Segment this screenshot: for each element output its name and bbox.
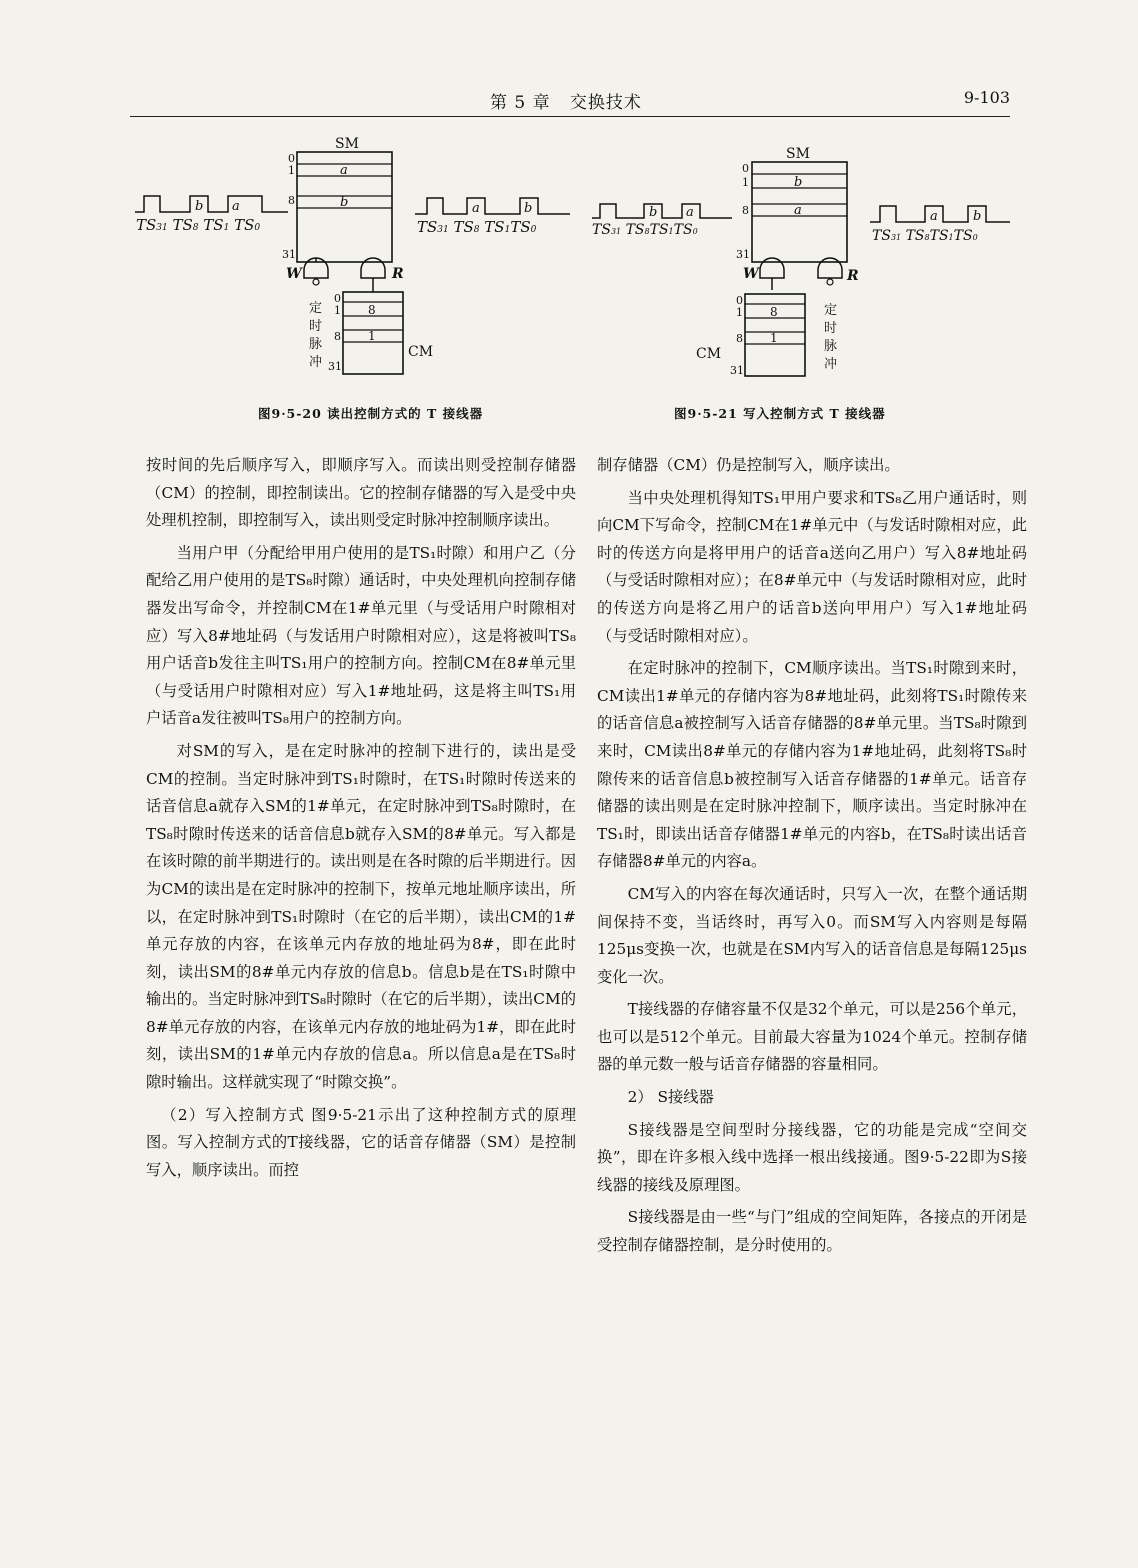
cm-row-0-21: 0 bbox=[736, 294, 743, 307]
sm-row-8: 8 bbox=[288, 194, 295, 207]
right-section-heading: 2） S接线器 bbox=[627, 1088, 714, 1107]
cm-cell-1: 1 bbox=[368, 329, 376, 343]
sm-cell-a-21: a bbox=[794, 203, 802, 218]
sm-row-31-21: 31 bbox=[736, 248, 750, 261]
header-rule bbox=[130, 116, 1010, 117]
left-column bbox=[146, 452, 576, 1189]
pulse-char-4-21: 冲 bbox=[824, 357, 838, 372]
sm-row-0-21: 0 bbox=[742, 162, 749, 175]
chapter-title bbox=[490, 88, 642, 113]
pulse-char-2-21: 时 bbox=[824, 321, 838, 336]
out-packet-a-21: a bbox=[930, 209, 938, 224]
r-label-21: R bbox=[847, 268, 859, 284]
figure-9-5-21-caption: 图9·5-21 写入控制方式 T 接线器 bbox=[674, 406, 886, 421]
right-paragraph-2: 当中央处理机得知TS₁甲用户要求和TS₈乙用户通话时，则向CM下写命令，控制CM在1#单元中（与发话时隙相对应，此时的传送方向是将甲用户的话音a送向乙用户）写入8#地址码（与受话时隙相对应）；在8#单元中（与发话时隙相对应，此时的传送方向是将乙用户的话音b送向甲用户）写入1#地址码（与受话时隙相对应）。 bbox=[597, 488, 1027, 645]
chapter-name: 交换技术 bbox=[569, 93, 642, 113]
sm-row-0: 0 bbox=[288, 152, 295, 165]
sm-cell-a: a bbox=[340, 163, 348, 178]
cm-row-31: 31 bbox=[328, 360, 342, 373]
out-ts-labels: TS31 TS8 TS1TS0 bbox=[417, 218, 537, 236]
sm-row-31: 31 bbox=[282, 248, 296, 261]
figure-9-5-20-diagram bbox=[130, 130, 580, 400]
input-trace-21 bbox=[592, 204, 732, 218]
sm-cell-b-21: b bbox=[794, 175, 803, 190]
pulse-char-3-21: 脉 bbox=[824, 339, 838, 354]
read-gate bbox=[361, 258, 385, 278]
r-label: R bbox=[392, 266, 404, 282]
right-paragraph-3: 在定时脉冲的控制下，CM顺序读出。当TS₁时隙到来时，CM读出1#单元的存储内容为8#地址码，此刻将TS₁时隙传来的话音信息a被控制写入话音存储器的8#单元里。当TS₈时隙到来时，CM读出8#单元的存储内容为1#地址码，此刻将TS₈时隙传来的话音信息b被控制写入话音存储器的1#单元。话音存储器的读出则是在定时脉冲控制下，顺序读出。当定时脉冲在TS₁时，即读出话音存储器1#单元的内容b，在TS₈时读出话音存储器8#单元的内容a。 bbox=[597, 659, 1027, 871]
pulse-char-2: 时 bbox=[309, 319, 323, 334]
right-paragraph-7: S接线器是由一些“与门”组成的空间矩阵，各接点的开闭是受控制存储器控制，是分时使用的。 bbox=[597, 1208, 1027, 1255]
cm-cell-8: 8 bbox=[368, 303, 376, 317]
page-header bbox=[130, 88, 1010, 118]
in-ts-labels: TS31 TS8 TS1 TS0 bbox=[136, 216, 261, 234]
out-packet-b-21: b bbox=[973, 209, 982, 224]
cm-cell-8-21: 8 bbox=[770, 305, 778, 319]
figure-9-5-21-diagram bbox=[590, 130, 1040, 400]
cm-row-8-21: 8 bbox=[736, 332, 743, 345]
pulse-char-3: 脉 bbox=[309, 337, 323, 352]
right-paragraph-6: S接线器是空间型时分接线器，它的功能是完成“空间交换”，即在许多根入线中选择一根出线接通。图9·5-22即为S接线器的接线及原理图。 bbox=[597, 1120, 1027, 1194]
page-number: 9-103 bbox=[963, 88, 1010, 107]
chapter-number: 第 5 章 bbox=[490, 93, 551, 113]
right-paragraph-5: T接线器的存储容量不仅是32个单元，可以是256个单元，也可以是512个单元。目前最大容量为1024个单元。控制存储器的单元数一般与话音存储器的容量相同。 bbox=[597, 1000, 1027, 1074]
left-paragraph-3: 对SM的写入，是在定时脉冲的控制下进行的，读出是受CM的控制。当定时脉冲到TS₁时隙时，在TS₁时隙时传送来的话音信息a就存入SM的1#单元，在定时脉冲到TS₈时隙时，在TS₈时隙时传送来的话音信息b就存入SM的8#单元。写入都是在该时隙的前半期进行的。读出则是在各时隙的后半期进行。因为CM的读出是在定时脉冲的控制下，按单元地址顺序读出，所以，在定时脉冲到TS₁时隙时（在它的后半期），读出CM的1#单元存放的内容，在该单元内存放的地址码为8#，即在此时刻，读出SM的8#单元内存放的信息b。信息b是在TS₁时隙中输出的。当定时脉冲到TS₈时隙时（在它的后半期），读出CM的8#单元存放的内容，在该单元内存放的地址码为1#，即在此时刻，读出SM的1#单元内存放的信息a。所以信息a是在TS₈时隙时输出。这样就实现了“时隙交换”。 bbox=[146, 741, 576, 1092]
sm-row-8-21: 8 bbox=[742, 204, 749, 217]
figure-9-5-20-caption: 图9·5-20 读出控制方式的 T 接线器 bbox=[258, 406, 484, 421]
output-trace bbox=[415, 198, 570, 214]
read-gate-21 bbox=[818, 258, 842, 278]
left-paragraph-4: （2）写入控制方式 图9·5-21示出了这种控制方式的原理图。写入控制方式的T接线器，它的话音存储器（SM）是控制写入，顺序读出。而控 bbox=[146, 1105, 576, 1179]
sm-row-1: 1 bbox=[288, 164, 295, 177]
cm-label: CM bbox=[408, 344, 434, 360]
input-trace bbox=[135, 196, 288, 212]
in-ts-labels-21: TS31 TS8TS1TS0 bbox=[592, 222, 698, 238]
sm-label-21: SM bbox=[786, 146, 810, 162]
out-ts-labels-21: TS31 TS8TS1TS0 bbox=[872, 228, 978, 244]
in-packet-a: a bbox=[232, 199, 240, 214]
pulse-char-1: 定 bbox=[309, 301, 323, 316]
cm-row-1: 1 bbox=[334, 304, 341, 317]
cm-row-0: 0 bbox=[334, 292, 341, 305]
pulse-char-1-21: 定 bbox=[824, 303, 838, 318]
right-paragraph-4: CM写入的内容在每次通话时，只写入一次，在整个通话期间保持不变，当话终时，再写入0。而SM写入内容则是每隔125μs变换一次，也就是在SM内写入的话音信息是每隔125μs变化一次。 bbox=[597, 884, 1027, 986]
left-paragraph-1: 按时间的先后顺序写入，即顺序写入。而读出则受控制存储器（CM）的控制，即控制读出。它的控制存储器的写入是受中央处理机控制，即控制写入，读出则受定时脉冲控制顺序读出。 bbox=[146, 456, 576, 530]
left-paragraph-2: 当用户甲（分配给甲用户使用的是TS₁时隙）和用户乙（分配给乙用户使用的是TS₈时隙）通话时，中央处理机向控制存储器发出写命令，并控制CM在1#单元里（与受话用户时隙相对应）写入8#地址码（与发话用户时隙相对应），这是将被叫TS₈用户话音b发往主叫TS₁用户的控制方向。控制CM在8#单元里（与受话用户时隙相对应）写入1#地址码，这是将主叫TS₁用户话音a发往被叫TS₈用户的控制方向。 bbox=[146, 543, 576, 728]
in-packet-b-21: b bbox=[649, 205, 658, 220]
right-paragraph-1: 制存储器（CM）仍是控制写入，顺序读出。 bbox=[597, 456, 900, 474]
out-packet-b: b bbox=[524, 201, 533, 216]
cm-cell-1-21: 1 bbox=[770, 331, 778, 345]
figure-9-5-21 bbox=[590, 130, 1040, 420]
w-label: W bbox=[286, 266, 302, 282]
figure-9-5-20 bbox=[130, 130, 580, 420]
write-gate-21 bbox=[760, 258, 784, 278]
cm-label-21: CM bbox=[696, 346, 722, 362]
right-column bbox=[597, 452, 1027, 1265]
sm-row-1-21: 1 bbox=[742, 176, 749, 189]
in-packet-a-21: a bbox=[686, 205, 694, 220]
pulse-char-4: 冲 bbox=[309, 355, 323, 370]
out-packet-a: a bbox=[472, 201, 480, 216]
sm-label: SM bbox=[335, 136, 359, 152]
cm-row-1-21: 1 bbox=[736, 306, 743, 319]
cm-row-8: 8 bbox=[334, 330, 341, 343]
w-label-21: W bbox=[743, 266, 759, 282]
cm-row-31-21: 31 bbox=[730, 364, 744, 377]
output-trace-21 bbox=[870, 206, 1010, 222]
in-packet-b: b bbox=[195, 199, 204, 214]
sm-cell-b: b bbox=[340, 195, 349, 210]
